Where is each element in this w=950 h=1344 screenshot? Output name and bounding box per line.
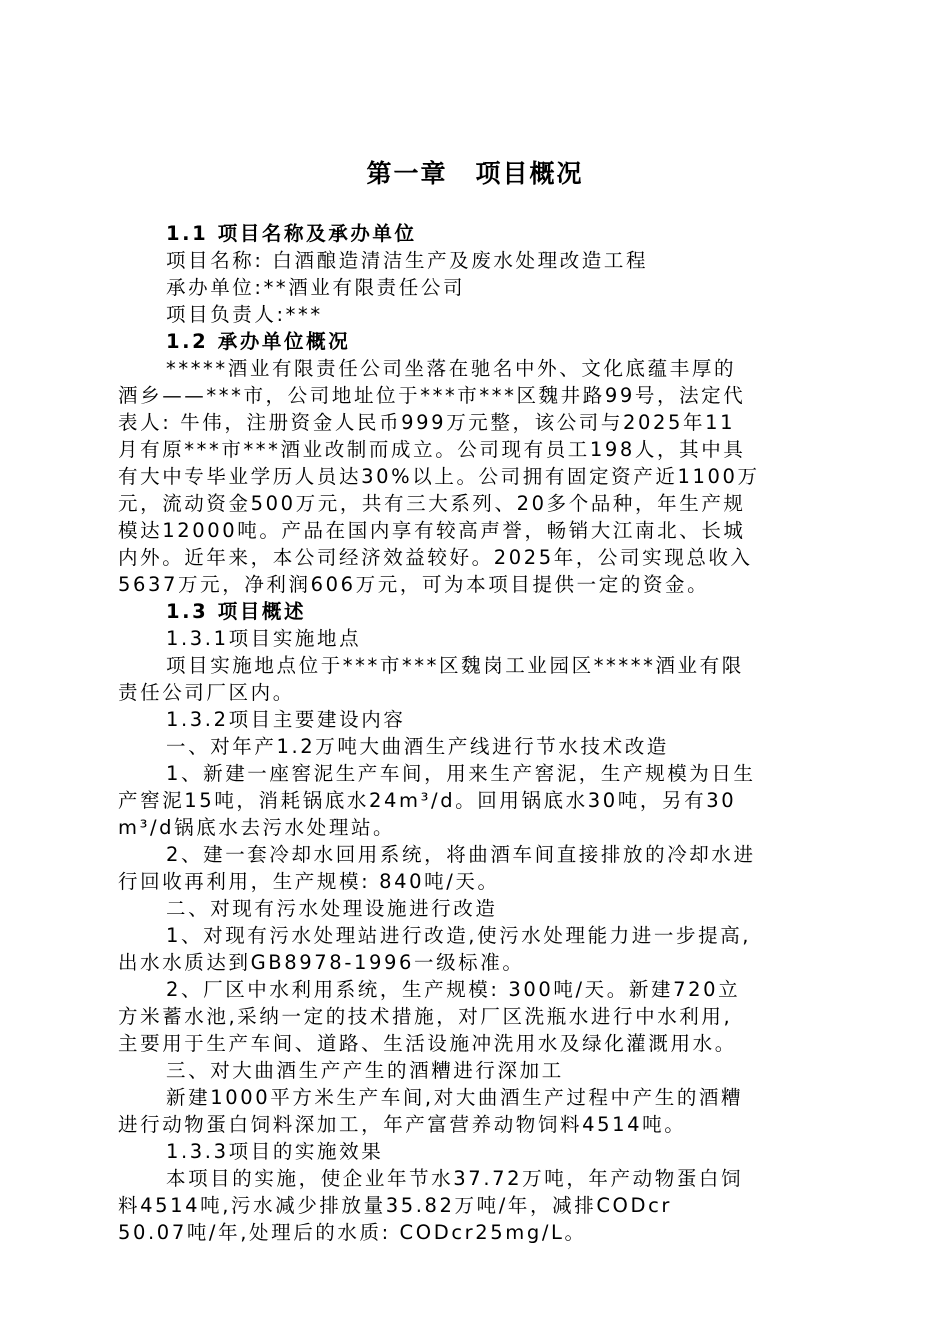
chapter-number: 第一章 bbox=[366, 159, 448, 188]
text-line: 1、新建一座窖泥生产车间，用来生产窖泥，生产规模为日生 bbox=[166, 762, 756, 785]
text-line: 方米蓄水池,采纳一定的技术措施，对厂区洗瓶水进行中水利用, bbox=[118, 1005, 733, 1028]
text-line: 进行动物蛋白饲料深加工，年产富营养动物饲料4514吨。 bbox=[118, 1113, 687, 1136]
text-line: 项目名称: 白酒酿造清洁生产及废水处理改造工程 bbox=[166, 249, 649, 272]
text-line: 本项目的实施，使企业年节水37.72万吨，年产动物蛋白饲 bbox=[166, 1167, 744, 1190]
text-line: m³/d锅底水去污水处理站。 bbox=[118, 816, 396, 839]
text-line: 项目负责人:*** bbox=[166, 303, 323, 326]
text-line: 5637万元，净利润606万元，可为本项目提供一定的资金。 bbox=[118, 573, 710, 596]
text-line: 2、厂区中水利用系统，生产规模: 300吨/天。新建720立 bbox=[166, 978, 741, 1001]
text-line: 主要用于生产车间、道路、生活设施冲洗用水及绿化灌溉用水。 bbox=[118, 1032, 737, 1055]
text-line: 项目实施地点位于***市***区魏岗工业园区*****酒业有限 bbox=[166, 654, 744, 677]
section-heading: 1.3 项目概述 bbox=[166, 600, 307, 623]
text-line: 月有原***市***酒业改制而成立。公司现有员工198人，其中具 bbox=[118, 438, 746, 461]
text-line: 1.3.1项目实施地点 bbox=[166, 627, 362, 650]
text-line: 2、建一套冷却水回用系统，将曲酒车间直接排放的冷却水进 bbox=[166, 843, 756, 866]
text-line: 1.3.2项目主要建设内容 bbox=[166, 708, 406, 731]
text-line: 新建1000平方米生产车间,对大曲酒生产过程中产生的酒糟 bbox=[166, 1086, 744, 1109]
text-line: 元，流动资金500万元，共有三大系列、20多个品种，年生产规 bbox=[118, 492, 746, 515]
text-line: 1、对现有污水处理站进行改造,使污水处理能力进一步提高, bbox=[166, 924, 752, 947]
text-line: 出水水质达到GB8978-1996一级标准。 bbox=[118, 951, 525, 974]
text-line: 有大中专毕业学历人员达30%以上。公司拥有固定资产近1100万 bbox=[118, 465, 760, 488]
text-line: 内外。近年来，本公司经济效益较好。2025年，公司实现总收入 bbox=[118, 546, 753, 569]
body-text bbox=[118, 220, 858, 1246]
text-line: 1.3.3项目的实施效果 bbox=[166, 1140, 384, 1163]
text-line: 表人: 牛伟，注册资金人民币999万元整，该公司与2025年11 bbox=[118, 411, 736, 434]
text-line: 责任公司厂区内。 bbox=[118, 681, 295, 704]
text-line: 酒乡——***市，公司地址位于***市***区魏井路99号，法定代 bbox=[118, 384, 746, 407]
section-heading: 1.1 项目名称及承办单位 bbox=[166, 222, 417, 245]
chapter-title bbox=[0, 156, 950, 192]
text-line: *****酒业有限责任公司坐落在驰名中外、文化底蕴丰厚的 bbox=[166, 357, 737, 380]
text-line: 二、对现有污水处理设施进行改造 bbox=[166, 897, 498, 920]
text-line: 一、对年产1.2万吨大曲酒生产线进行节水技术改造 bbox=[166, 735, 669, 758]
text-line: 行回收再利用，生产规模: 840吨/天。 bbox=[118, 870, 500, 893]
chapter-name: 项目概况 bbox=[475, 159, 584, 188]
text-line: 50.07吨/年,处理后的水质: CODcr25mg/L。 bbox=[118, 1221, 587, 1244]
text-line: 承办单位:**酒业有限责任公司 bbox=[166, 276, 466, 299]
section-heading: 1.2 承办单位概况 bbox=[166, 330, 351, 353]
text-line: 产窖泥15吨，消耗锅底水24m³/d。回用锅底水30吨，另有30 bbox=[118, 789, 737, 812]
text-line: 三、对大曲酒生产产生的酒糟进行深加工 bbox=[166, 1059, 564, 1082]
text-line: 模达12000吨。产品在国内享有较高声誉，畅销大江南北、长城 bbox=[118, 519, 746, 542]
text-line: 料4514吨,污水减少排放量35.82万吨/年，减排CODcr bbox=[118, 1194, 673, 1217]
